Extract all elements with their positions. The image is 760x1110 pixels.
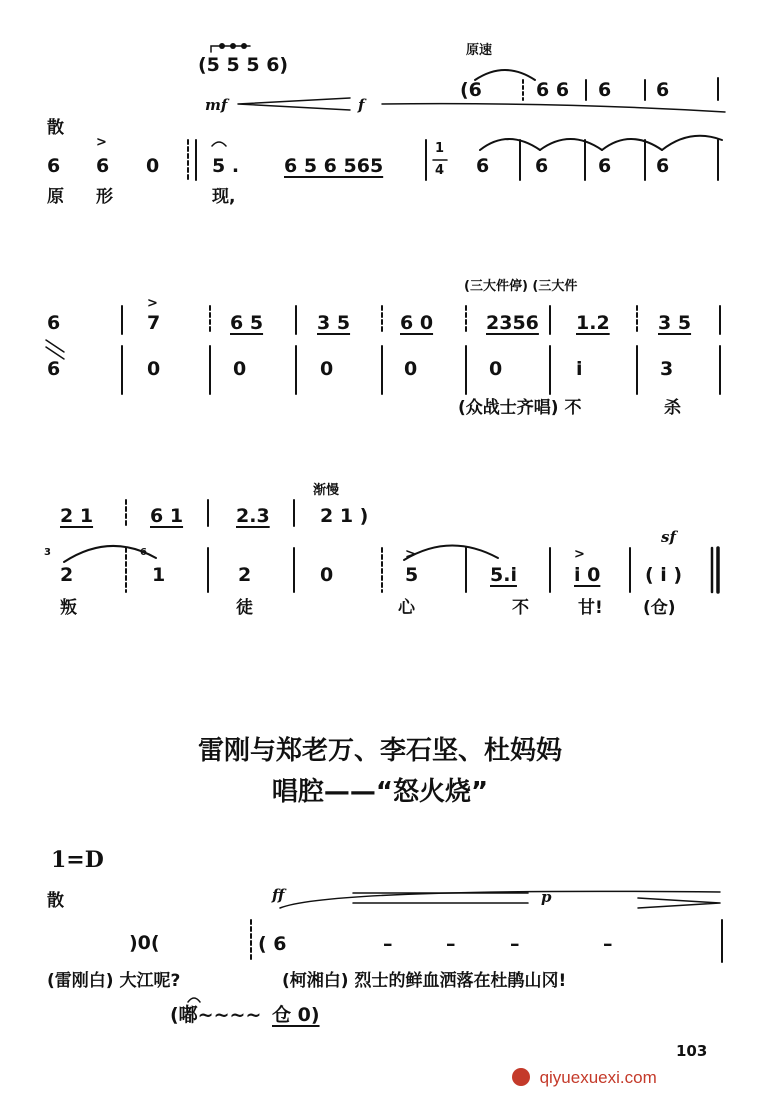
accent-mark: > (574, 547, 585, 562)
accent-mark: > (405, 547, 416, 562)
lower-note: 2 (60, 564, 74, 586)
free-tempo-mark: 散 (47, 891, 64, 911)
sustain-dash: – (510, 933, 520, 955)
dynamic-ff: ff (272, 886, 285, 904)
sustain-dash: – (383, 933, 393, 955)
open-note: ( 6 (258, 933, 287, 955)
meter-top: 1 (435, 141, 445, 156)
upper-note: 6 0 (400, 312, 434, 334)
sustain-dash: – (446, 933, 456, 955)
page-number: 103 (676, 1042, 708, 1060)
accent-mark: > (96, 135, 107, 150)
dynamic-mf: mf (205, 96, 228, 114)
watermark-text: qiyuexuexi.com (539, 1068, 657, 1087)
upper-note: 2 1 ) (320, 505, 369, 527)
lower-note: 6 (535, 155, 549, 177)
lyric: 叛 (60, 598, 77, 618)
lyric: 现, (212, 187, 236, 207)
accent-mark: > (147, 296, 158, 311)
lyric: 原 (47, 187, 64, 207)
held-note: 5 . (212, 155, 240, 177)
gong-end: 仓 0) (272, 1004, 320, 1026)
upper-note: 6 6 (536, 79, 570, 101)
instrument-annotation: (三大件停) (三大件 (464, 279, 578, 294)
bracket-rest: )0( (129, 932, 160, 954)
lower-note: 2 (238, 564, 252, 586)
lyric: 徒 (236, 598, 253, 618)
upper-note: (6 (460, 79, 482, 101)
lyric: 甘! (578, 598, 603, 618)
lyric: 不 (512, 598, 529, 618)
upper-note: 2 1 (60, 505, 94, 527)
upper-note: 7 (147, 312, 161, 334)
grace-note: 6 (140, 547, 147, 558)
spoken-line: (雷刚白) 大江呢? (47, 971, 181, 991)
lower-note: 5 (405, 564, 419, 586)
grace-note: 3 (44, 547, 51, 558)
upper-note: 6 1 (150, 505, 184, 527)
lower-note: 1 (152, 564, 166, 586)
lower-note: 0 (233, 358, 247, 380)
section-subtitle: 唱腔——“怒火烧” (271, 777, 489, 807)
gong-roll: (嘟~~~~ (170, 1004, 262, 1026)
lower-note: 3 (660, 358, 674, 380)
lower-note: 0 (320, 358, 334, 380)
intro-phrase: (5 5 5 6) (198, 54, 289, 76)
upper-note: 2356 (486, 312, 539, 334)
key-signature: 1=D (51, 847, 104, 873)
lyric: (仓) (643, 598, 676, 618)
lyric: 心 (398, 598, 415, 618)
lyric: 形 (96, 187, 113, 207)
melodic-run: 6 5 6 565 (284, 155, 384, 177)
lower-note: i (576, 358, 583, 380)
free-tempo-mark: 散 (47, 118, 64, 138)
upper-note: 1.2 (576, 312, 610, 334)
sustain-dash: – (603, 933, 613, 955)
lyric: (众战士齐唱) 不 (458, 398, 582, 418)
section-title: 雷刚与郑老万、李石坚、杜妈妈 (197, 736, 562, 766)
lower-note: ( i ) (645, 564, 683, 586)
dynamic-sf: sf (661, 528, 676, 546)
voice-note: 6 (47, 155, 61, 177)
lower-note: 6 (476, 155, 490, 177)
tempo-marking: 原速 (466, 43, 493, 58)
upper-note: 6 (598, 79, 612, 101)
lower-note: 5.i (490, 564, 517, 586)
upper-note: 3 5 (658, 312, 692, 334)
lower-note: 0 (489, 358, 503, 380)
spoken-line: (柯湘白) 烈士的鲜血洒落在杜鹃山冈! (282, 971, 567, 991)
upper-note: 3 5 (317, 312, 351, 334)
voice-note: 6 (96, 155, 110, 177)
upper-note: 2.3 (236, 505, 270, 527)
lower-note: 0 (147, 358, 161, 380)
meter-bottom: 4 (435, 163, 445, 178)
dynamic-p: p (541, 888, 552, 906)
lyric: 杀 (664, 398, 681, 418)
upper-note: 6 (656, 79, 670, 101)
upper-note: 6 (47, 312, 61, 334)
lower-note: 6 (656, 155, 670, 177)
lower-note: 0 (320, 564, 334, 586)
tempo-marking: 渐慢 (313, 483, 340, 498)
lower-note: 6 (47, 358, 61, 380)
lower-note: i 0 (574, 564, 601, 586)
lower-note: 0 (404, 358, 418, 380)
lower-note: 6 (598, 155, 612, 177)
voice-note: 0 (146, 155, 160, 177)
upper-note: 6 5 (230, 312, 264, 334)
dynamic-f: f (358, 96, 365, 114)
